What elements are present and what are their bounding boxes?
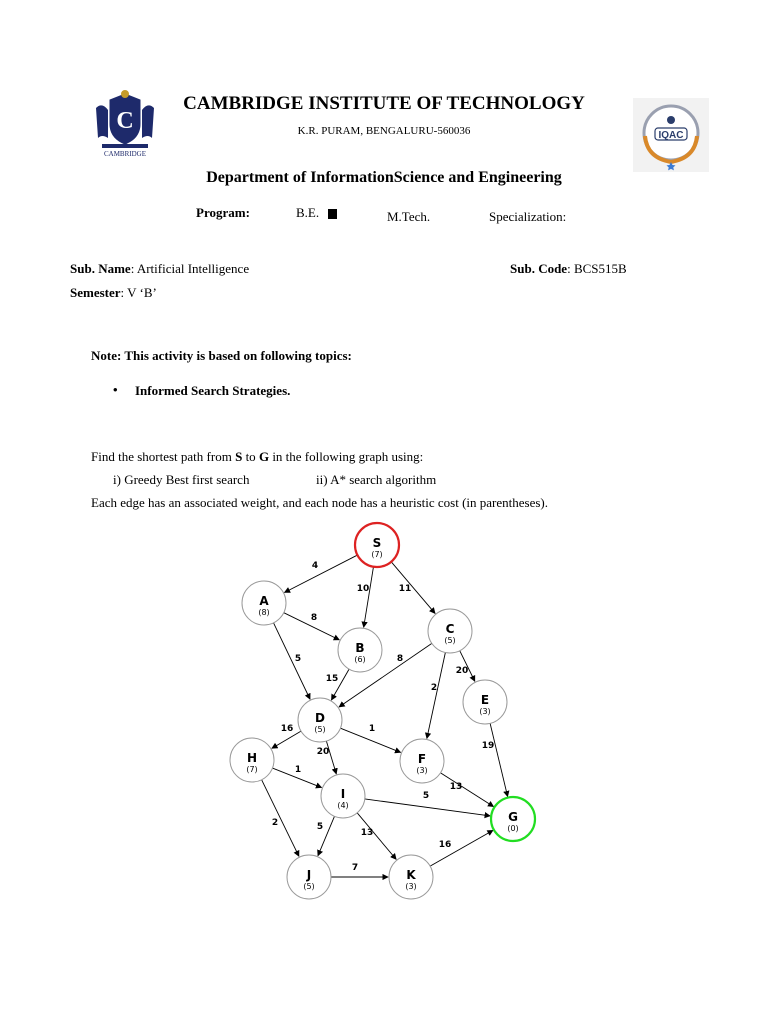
- node-label-b: B: [355, 641, 365, 655]
- edge-weight-c-f: 2: [430, 683, 438, 693]
- node-k: [389, 855, 433, 899]
- program-specialization: Specialization:: [489, 209, 567, 224]
- edge-c-f: [427, 653, 446, 739]
- edge-weight-i-j: 5: [316, 822, 324, 832]
- edge-weight-d-h: 16: [280, 724, 294, 734]
- node-i: [321, 774, 365, 818]
- node-heuristic-b: (6): [354, 655, 366, 664]
- edge-weight-j-k: 7: [351, 863, 359, 873]
- node-f: [400, 739, 444, 783]
- edge-weight-a-d: 5: [294, 654, 302, 664]
- node-a: [242, 581, 286, 625]
- node-heuristic-e: (3): [479, 707, 491, 716]
- task-text-3: in the following graph using:: [269, 449, 424, 464]
- node-b: [338, 628, 382, 672]
- node-label-i: I: [340, 787, 346, 801]
- task-start-node: S: [235, 449, 243, 464]
- institute-address: K.R. PURAM, BENGALURU-560036: [297, 125, 471, 137]
- node-label-k: K: [406, 868, 416, 882]
- iqac-logo-text: IQAC: [658, 130, 684, 141]
- edge-weight-s-b: 10: [356, 584, 370, 594]
- edge-weight-s-c: 11: [398, 584, 412, 594]
- node-label-s: S: [372, 536, 382, 550]
- method-greedy: i) Greedy Best first search: [113, 472, 250, 487]
- node-heuristic-c: (5): [444, 636, 456, 645]
- subject-name-label: Sub. Name: [70, 261, 131, 276]
- node-label-f: F: [417, 752, 427, 766]
- node-s: [355, 523, 399, 567]
- bullet-point: •: [113, 382, 118, 397]
- edge-a-d: [273, 623, 310, 699]
- node-heuristic-s: (7): [371, 550, 383, 559]
- node-label-g: G: [508, 810, 518, 824]
- node-label-h: H: [246, 751, 258, 765]
- edge-weight-e-g: 19: [481, 741, 495, 751]
- edge-weight-s-a: 4: [311, 561, 319, 571]
- node-label-d: D: [315, 711, 325, 725]
- node-g: [491, 797, 535, 841]
- semester-label: Semester: [70, 285, 121, 300]
- edge-weight-k-g: 16: [438, 840, 452, 850]
- department-title: Department of InformationScience and Engineering: [206, 169, 562, 186]
- svg-text:C: C: [116, 108, 134, 134]
- node-label-a: A: [259, 594, 269, 608]
- subject-code-value: : BCS515B: [567, 261, 627, 276]
- topic-item: Informed Search Strategies.: [135, 383, 291, 398]
- node-label-c: C: [445, 622, 455, 636]
- cambridge-logo-text: CAMBRIDGE: [103, 150, 147, 158]
- method-astar: ii) A* search algorithm: [316, 472, 437, 487]
- node-heuristic-d: (5): [314, 725, 326, 734]
- edge-weight-h-j: 2: [271, 818, 279, 828]
- edge-weight-i-g: 5: [422, 791, 430, 801]
- node-label-j: J: [306, 868, 312, 882]
- node-d: [298, 698, 342, 742]
- edge-weight-b-d: 15: [325, 674, 339, 684]
- node-h: [230, 738, 274, 782]
- note-text: Note: This activity is based on following topics:: [91, 348, 352, 363]
- edge-weight-d-f: 1: [368, 724, 376, 734]
- edge-weight-a-b: 8: [310, 613, 318, 623]
- node-j: [287, 855, 331, 899]
- node-heuristic-j: (5): [303, 882, 315, 891]
- edge-s-a: [284, 555, 357, 592]
- institute-name: CAMBRIDGE INSTITUTE OF TECHNOLOGY: [183, 93, 585, 114]
- program-mtech: M.Tech.: [387, 209, 431, 224]
- subject-name-value: : Artificial Intelligence: [130, 261, 250, 276]
- task-text-2: to: [242, 449, 259, 464]
- edge-s-b: [364, 567, 374, 628]
- node-heuristic-a: (8): [258, 608, 270, 617]
- node-heuristic-i: (4): [337, 801, 349, 810]
- subject-code-label: Sub. Code: [510, 261, 568, 276]
- edge-e-g: [490, 723, 508, 796]
- task-goal-node: G: [258, 449, 270, 464]
- edge-weight-d-i: 20: [316, 747, 330, 757]
- node-e: [463, 680, 507, 724]
- node-heuristic-h: (7): [246, 765, 258, 774]
- node-label-e: E: [480, 693, 490, 707]
- program-label: Program:: [196, 205, 250, 220]
- node-heuristic-f: (3): [416, 766, 428, 775]
- node-heuristic-k: (3): [405, 882, 417, 891]
- program-be: B.E.: [296, 205, 320, 220]
- task-description: Each edge has an associated weight, and each node has a heuristic cost (in parentheses).: [91, 495, 548, 510]
- edge-i-g: [365, 799, 490, 816]
- edge-weight-c-e: 20: [455, 666, 469, 676]
- edge-weight-f-g: 13: [449, 782, 463, 792]
- edge-d-i: [326, 741, 336, 774]
- edge-h-j: [262, 780, 299, 857]
- edge-weight-i-k: 13: [360, 828, 374, 838]
- node-heuristic-g: (0): [507, 824, 519, 833]
- semester-value: : V ‘B’: [120, 285, 157, 300]
- edge-weight-h-i: 1: [294, 765, 302, 775]
- node-c: [428, 609, 472, 653]
- edge-weight-c-d: 8: [396, 654, 404, 664]
- task-text-1: Find the shortest path from: [91, 449, 236, 464]
- edge-f-g: [441, 773, 494, 807]
